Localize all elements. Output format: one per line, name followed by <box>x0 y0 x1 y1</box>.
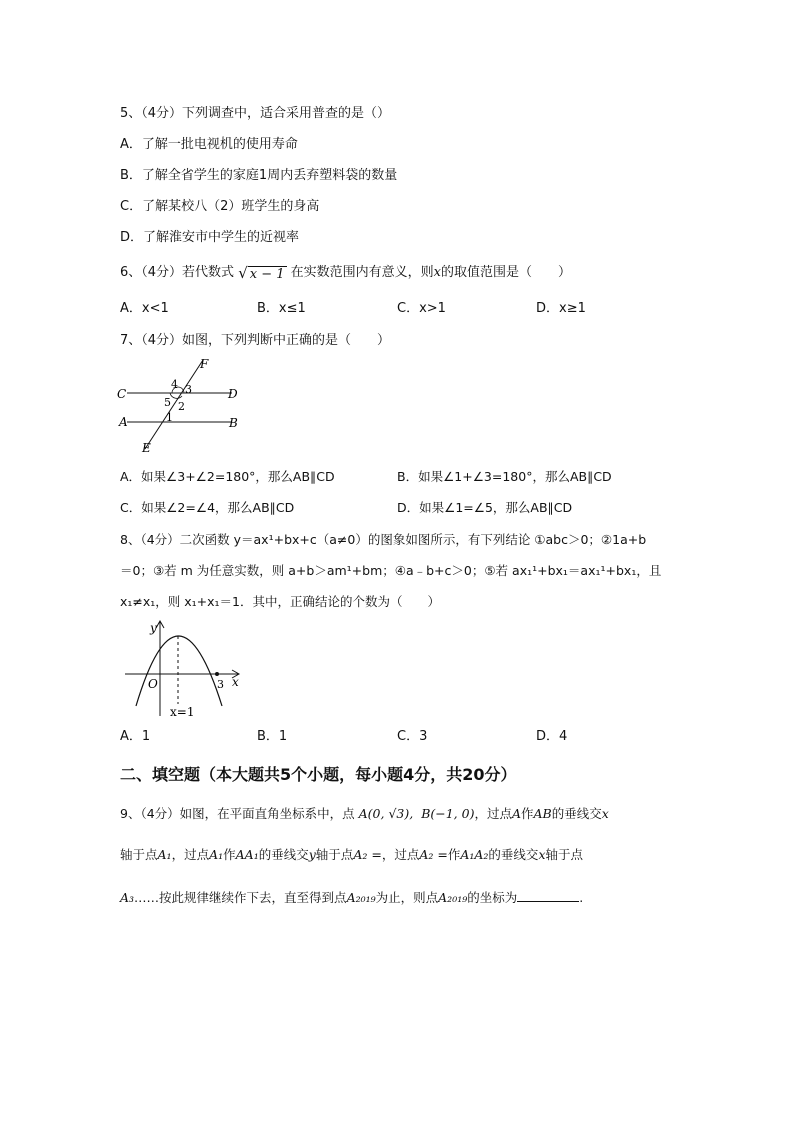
label-origin: O <box>148 677 158 691</box>
q8-option-c: C．3 <box>397 729 428 744</box>
q9-text: ，过点 <box>381 847 420 862</box>
q9-text: 的垂线交 <box>551 806 602 821</box>
q9-text: 为止，则点 <box>375 890 439 905</box>
q6-stem <box>120 265 571 283</box>
q9-text: 的垂线交 <box>258 847 309 862</box>
answer-blank[interactable] <box>517 889 579 902</box>
q9-text: ，过点 <box>171 847 210 862</box>
q6-stem-pre: 6、（4分）若代数式 <box>120 265 235 280</box>
q9-var: A <box>511 806 521 821</box>
q6-stem-mid: 在实数范围内有意义，则 <box>290 265 434 280</box>
q9-var: A₁ <box>209 847 224 862</box>
q6-option-b: B．x≤1 <box>257 301 306 316</box>
q9-point-a: A(0, √3), <box>358 806 414 821</box>
q7-stem: 7、（4分）如图，下列判断中正确的是（ ） <box>120 333 391 348</box>
q9-var: A₁A₂ <box>460 847 489 862</box>
q9-text: 作 <box>521 806 534 821</box>
angle-label-4: 4 <box>171 378 178 391</box>
angle-label-2: 2 <box>178 400 185 413</box>
q9-var: A₂₀₁₉ <box>346 890 376 905</box>
q7-figure <box>112 352 252 456</box>
label-e: E <box>142 441 151 455</box>
q8-stem-line3: x₁≠x₁，则 x₁+x₁＝1．其中，正确结论的个数为（ ） <box>120 594 441 609</box>
label-d: D <box>228 387 238 401</box>
q9-line2 <box>120 847 583 863</box>
q9-point-b: B(−1, 0) <box>421 806 475 821</box>
q5-option-a: A．了解一批电视机的使用寿命 <box>120 137 298 152</box>
q6-stem-post: 的取值范围是（ ） <box>441 265 572 280</box>
q9-var: A₂ = <box>419 847 448 862</box>
q9-text: ，过点 <box>474 806 512 821</box>
q9-var: x <box>601 806 609 821</box>
q9-text: 作 <box>447 847 461 862</box>
q5-stem: 5、（4分）下列调查中，适合采用普查的是（） <box>120 106 391 121</box>
root-point <box>215 672 219 676</box>
q6-option-d: D．x≥1 <box>536 301 586 316</box>
transversal-ef <box>145 360 203 449</box>
q5-option-d: D．了解淮安市中学生的近视率 <box>120 230 300 245</box>
q9-text: 的坐标为 <box>467 890 518 905</box>
q9-text: ……按此规律继续作下去，直至得到点 <box>134 890 347 905</box>
parabola-curve <box>136 636 222 706</box>
q8-stem-line2: ＝0；③若 m 为任意实数，则 a+b＞am¹+bm；④a﹣b+c＞0；⑤若 ax₁¹+bx₁＝ax₁¹+bx₁，且 <box>120 563 662 578</box>
q9-text: 的垂线交 <box>488 847 539 862</box>
q6-var: x <box>433 265 442 280</box>
q5-option-b: B．了解全省学生的家庭1周内丢弃塑料袋的数量 <box>120 168 398 183</box>
q7-option-c: C．如果∠2=∠4，那么AB∥CD <box>120 500 295 515</box>
q9-var: y <box>308 847 316 862</box>
angle-label-1: 1 <box>166 411 173 424</box>
q9-text: 轴于点 <box>545 847 584 862</box>
q9-var: AB <box>533 806 552 821</box>
angle-label-5: 5 <box>164 396 171 409</box>
q9-text: 作 <box>223 847 236 862</box>
q9-var: A₁ <box>157 847 172 862</box>
label-axis-x1: x=1 <box>170 705 195 719</box>
label-b: B <box>229 416 238 430</box>
q8-parabola-figure <box>120 616 250 720</box>
q7-option-b: B．如果∠1+∠3=180°，那么AB∥CD <box>397 469 612 484</box>
q9-text: 轴于点 <box>315 847 354 862</box>
q9-var: AA₁ <box>235 847 259 862</box>
q8-stem-line1: 8、（4分）二次函数 y＝ax¹+bx+c（a≠0）的图象如图所示，有下列结论 ①abc＞0；②1a+b <box>120 532 647 547</box>
label-x: x <box>232 675 239 689</box>
q9-var: A₂ = <box>353 847 382 862</box>
q9-var: x <box>538 847 546 862</box>
q7-option-a: A．如果∠3+∠2=180°，那么AB∥CD <box>120 469 335 484</box>
q6-option-c: C．x>1 <box>397 301 446 316</box>
section-title: 二、填空题（本大题共5个小题，每小题4分，共20分） <box>120 765 517 784</box>
label-c: C <box>117 387 127 401</box>
q9-text: 9、（4分）如图，在平面直角坐标系中，点 <box>120 806 355 821</box>
q6-radicand: x − 1 <box>249 267 285 282</box>
q5-option-c: C．了解某校八（2）班学生的身高 <box>120 199 320 214</box>
radical-sign-icon: √ <box>238 264 248 282</box>
label-f: F <box>200 357 209 371</box>
angle-label-3: 3 <box>185 383 192 396</box>
q9-text: . <box>579 890 584 905</box>
q9-var: A₂₀₁₉ <box>438 890 468 905</box>
q8-option-b: B．1 <box>257 729 288 744</box>
q9-var: A₃ <box>120 890 135 905</box>
q9-line3 <box>120 889 583 906</box>
q8-option-a: A．1 <box>120 729 151 744</box>
label-y: y <box>150 621 157 635</box>
q9-line1 <box>120 806 609 822</box>
q9-text: 轴于点 <box>120 847 158 862</box>
sqrt-expression <box>238 265 286 283</box>
label-three: 3 <box>217 678 224 691</box>
label-a: A <box>119 415 128 429</box>
q6-option-a: A．x<1 <box>120 301 169 316</box>
q8-option-d: D．4 <box>536 729 568 744</box>
q7-option-d: D．如果∠1=∠5，那么AB∥CD <box>397 500 573 515</box>
